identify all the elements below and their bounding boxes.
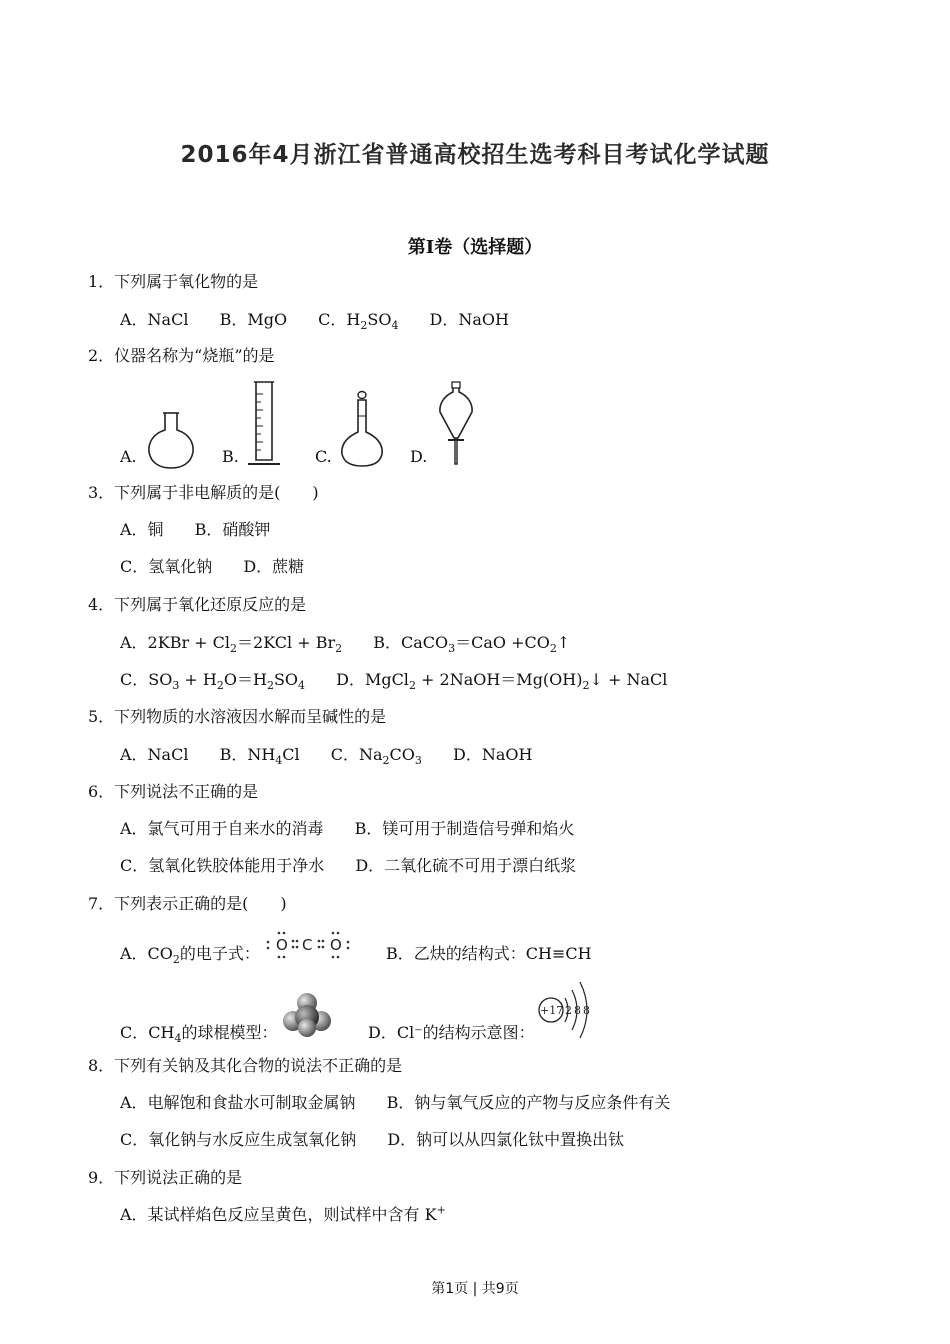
question-1-stem: 1．下列属于氧化物的是 (88, 272, 259, 291)
question-9-stem: 9．下列说法正确的是 (88, 1168, 243, 1187)
question-7-option-a: A．$CO_2$的电子式： (120, 944, 260, 967)
option-d: D．NaOH (452, 745, 533, 764)
option-b: B. (222, 378, 292, 470)
option-a: A．电解饱和食盐水可制取金属钠 (120, 1093, 356, 1112)
option-c: C．$SO_3 + H_2O=H_2SO_4$ (120, 670, 306, 693)
option-b: B．CaCO$_3$＝CaO $+CO_2↑$ (373, 633, 571, 656)
option-d: D．MgCl$_2$ + $2NaOH=Mg(OH)_2↓$ + NaCl (336, 670, 668, 693)
question-8-stem: 8．下列有关钠及其化合物的说法不正确的是 (88, 1056, 403, 1075)
svg-text:8: 8 (583, 1004, 590, 1017)
option-a: A．NaCl (120, 310, 189, 329)
question-8-options-row2 (120, 1130, 624, 1150)
question-9-option-a: A．某试样焰色反应呈黄色，则试样中含有 K+ (120, 1203, 446, 1224)
question-6-stem: 6．下列说法不正确的是 (88, 782, 259, 801)
graduated-cylinder-icon (246, 380, 282, 468)
option-a: A．NaCl (120, 745, 189, 764)
svg-text:2: 2 (565, 1004, 572, 1017)
page-footer: 第1页 | 共9页 (431, 1281, 519, 1297)
question-6-options-row1 (120, 819, 574, 839)
svg-text:+17: +17 (540, 1004, 564, 1017)
option-c: C．氢氧化钠 (120, 557, 213, 576)
question-6-options-row2 (120, 856, 576, 876)
question-3-stem: 3．下列属于非电解质的是( ) (88, 483, 319, 502)
question-4-stem: 4．下列属于氧化还原反应的是 (88, 595, 307, 614)
option-c: C. (315, 378, 395, 470)
svg-text:O: O (330, 936, 342, 954)
volumetric-flask-icon (339, 390, 385, 468)
question-4-options-row2 (120, 670, 668, 693)
option-b: B．镁可用于制造信号弹和焰火 (354, 819, 575, 838)
page-title: 2016年4月浙江省普通高校招生选考科目考试化学试题 (180, 142, 770, 168)
question-7-option-c: C．$CH_4$的球棍模型： (120, 1023, 278, 1046)
option-a: A．$2KBr + Cl_2=2KCl + Br_2$ (120, 633, 343, 656)
co2-electron-formula-image (262, 928, 354, 962)
option-d: D．钠可以从四氯化钛中置换出钛 (387, 1130, 625, 1149)
question-1-options (120, 310, 509, 333)
svg-text:O: O (276, 936, 288, 954)
option-d: D．蔗糖 (243, 557, 305, 576)
svg-text:8: 8 (574, 1004, 581, 1017)
question-2-stem: 2．仪器名称为“烧瓶”的是 (88, 346, 275, 365)
option-c: C．氢氧化铁胶体能用于净水 (120, 856, 325, 875)
question-5-options (120, 745, 533, 768)
question-7-option-d: D．Cl⁻的结构示意图： (368, 1023, 535, 1042)
round-flask-icon (146, 410, 196, 470)
option-b: B．$NH_4Cl$ (219, 745, 300, 768)
question-7-stem: 7．下列表示正确的是( ) (88, 894, 287, 913)
option-c: C．$Na_2CO_3$ (330, 745, 422, 768)
question-5-stem: 5．下列物质的水溶液因水解而呈碱性的是 (88, 707, 387, 726)
section-title: 第I卷（选择题） (407, 237, 543, 258)
question-7-option-b: B．乙炔的结构式：CH≡CH (386, 944, 592, 963)
question-3-options-row2 (120, 557, 304, 577)
option-d: D．NaOH (429, 310, 509, 329)
option-d: D. (410, 378, 490, 470)
question-4-options-row1 (120, 633, 571, 656)
option-c: C．$H_2SO_4$ (318, 310, 399, 333)
option-a: A．氯气可用于自来水的消毒 (120, 819, 324, 838)
question-3-options-row1 (120, 520, 270, 540)
option-d: D．二氧化硫不可用于漂白纸浆 (355, 856, 577, 875)
option-c: C．氧化钠与水反应生成氢氧化钠 (120, 1130, 357, 1149)
option-b: B．MgO (219, 310, 288, 329)
option-b: B．硝酸钾 (194, 520, 271, 539)
chloride-ion-structure-diagram (536, 976, 598, 1040)
option-a: A. (120, 378, 200, 470)
methane-ball-model-image (282, 992, 332, 1038)
separatory-funnel-icon (436, 380, 476, 468)
question-8-options-row1 (120, 1093, 670, 1113)
option-a: A．铜 (120, 520, 164, 539)
svg-text:C: C (302, 936, 313, 954)
option-b: B．钠与氧气反应的产物与反应条件有关 (386, 1093, 671, 1112)
